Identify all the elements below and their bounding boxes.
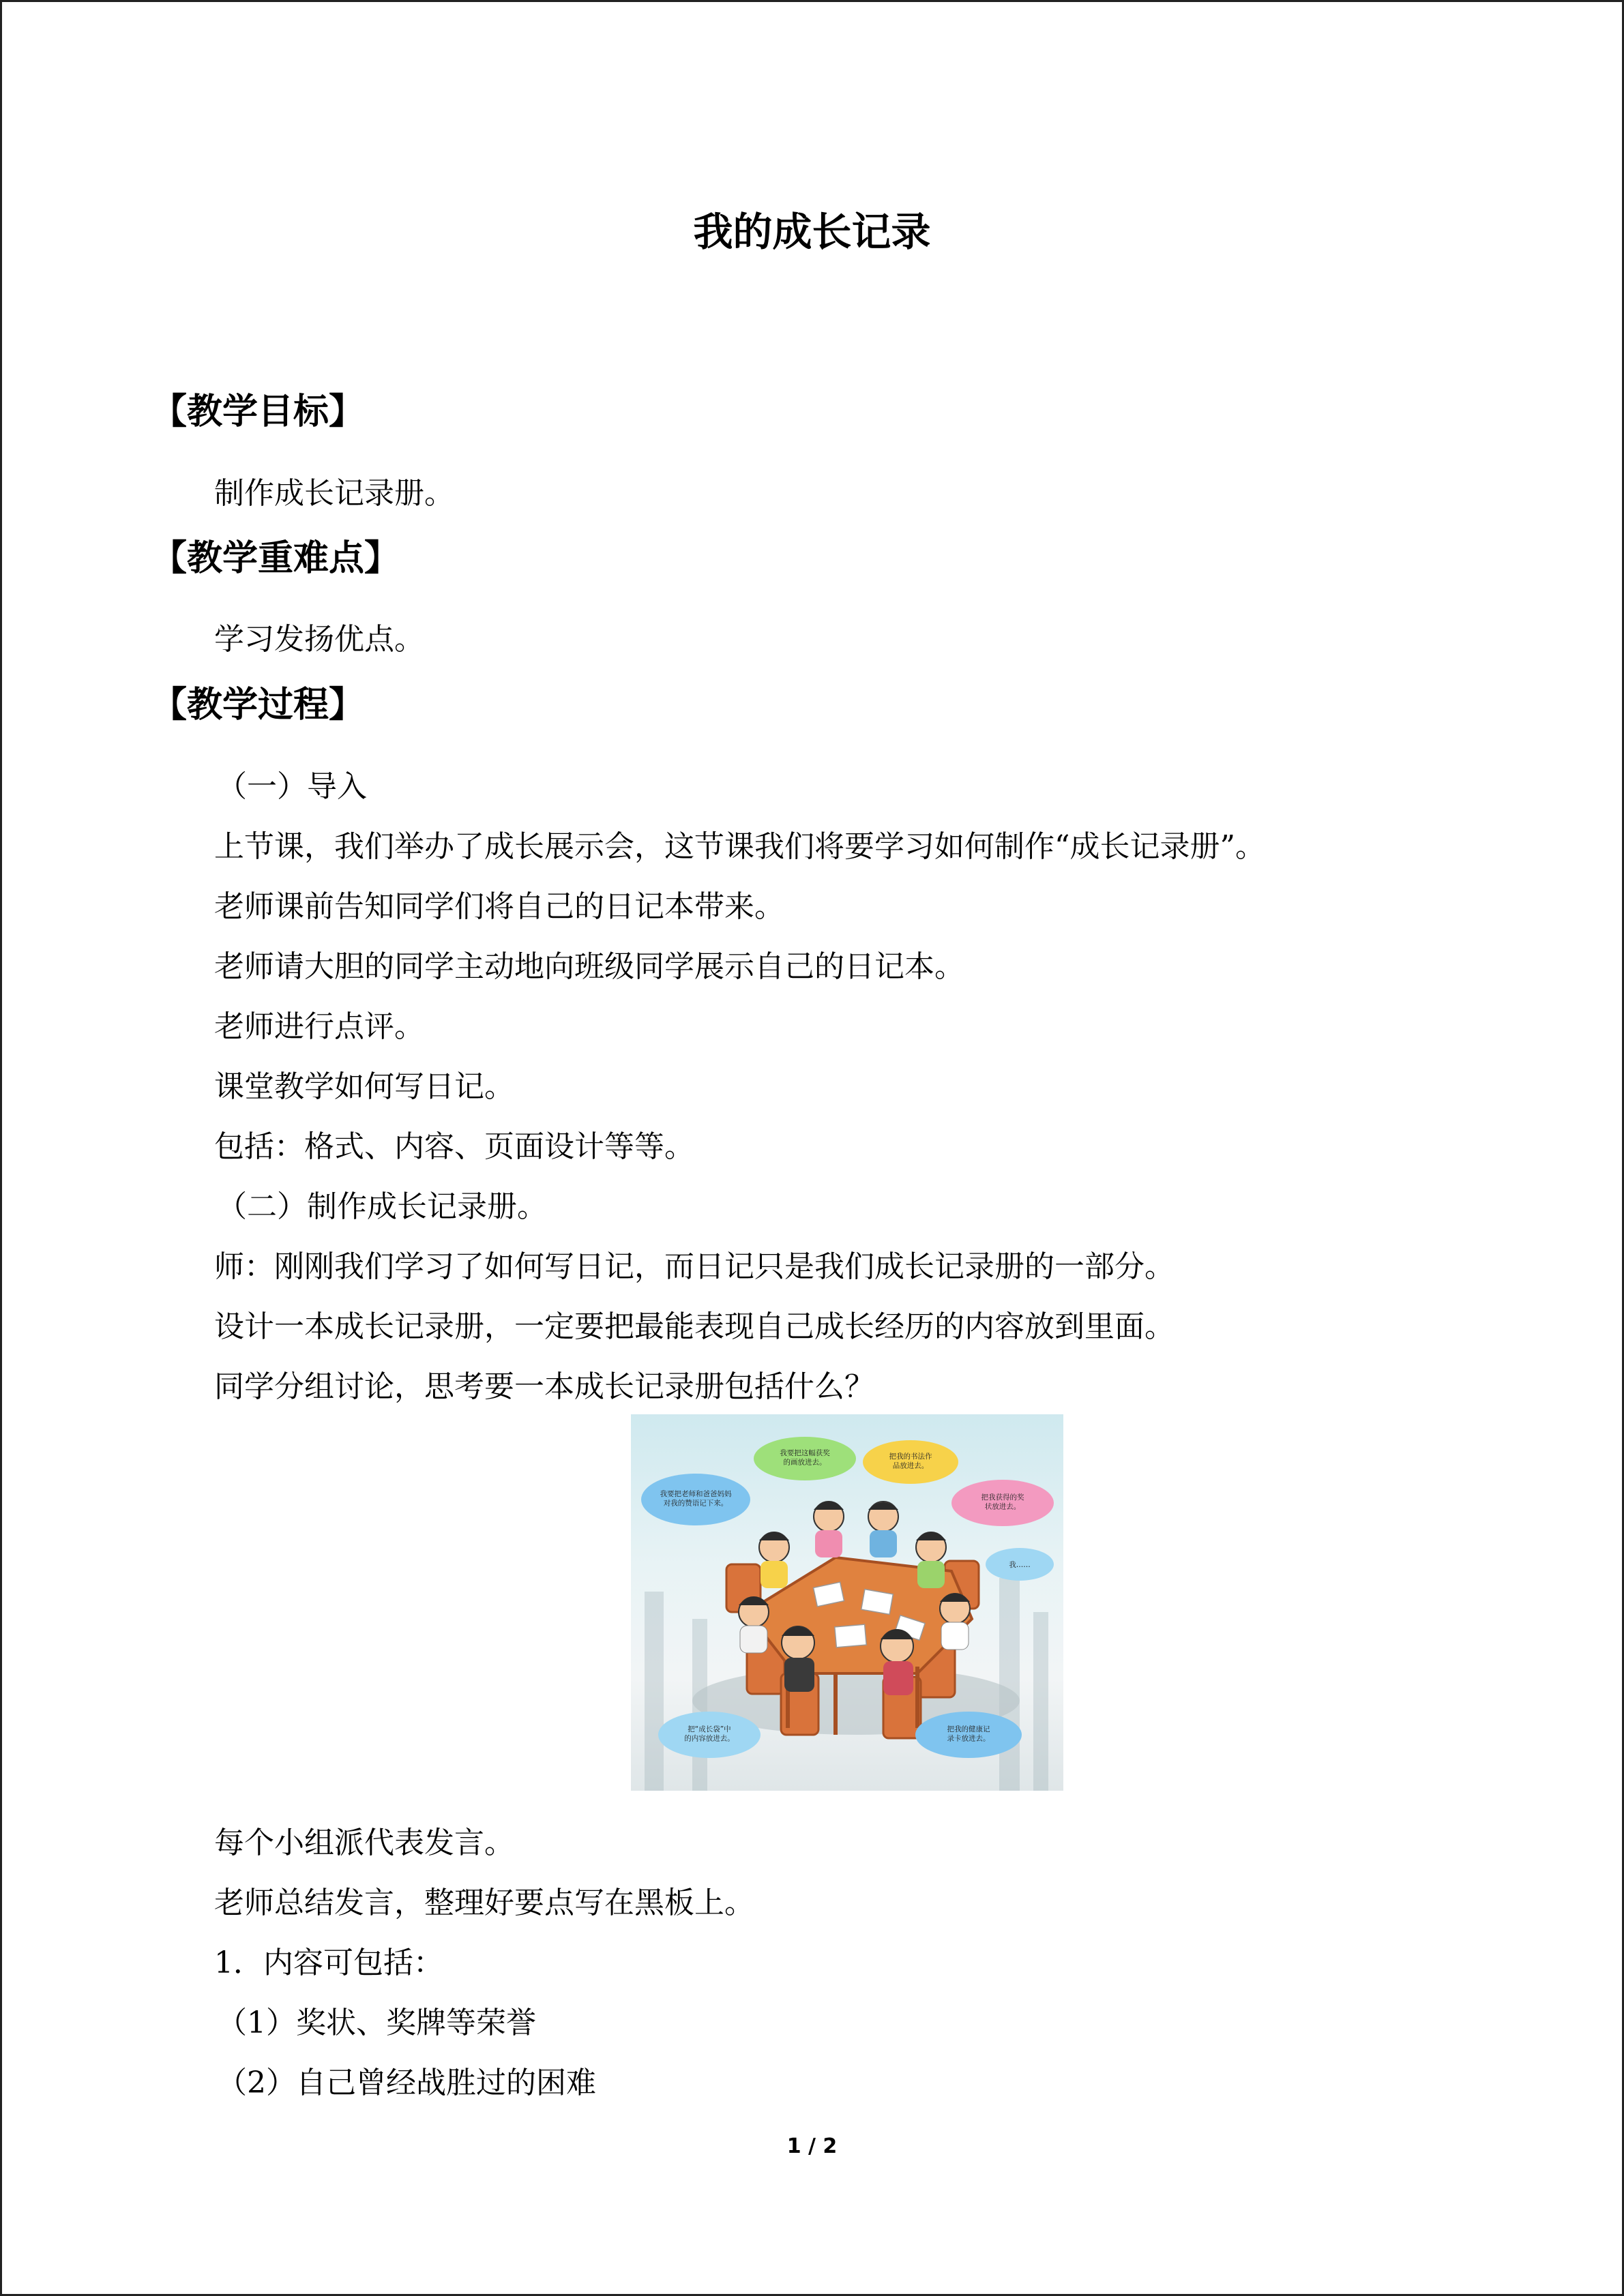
process-line: 课堂教学如何写日记。 (214, 1069, 514, 1104)
process-line: 师：刚刚我们学习了如何写日记，而日记只是我们成长记录册的一部分。 (214, 1249, 1175, 1284)
document-title: 我的成长记录 (693, 209, 931, 255)
process-line: （二）制作成长记录册。 (217, 1189, 547, 1224)
heading-teaching-goal: 【教学目标】 (151, 391, 365, 432)
heading-key-points: 【教学重难点】 (151, 538, 400, 579)
process-line: （一）导入 (217, 769, 367, 804)
process-line: 老师请大胆的同学主动地向班级同学展示自己的日记本。 (214, 949, 964, 984)
process-line: 设计一本成长记录册，一定要把最能表现自己成长经历的内容放到里面。 (214, 1309, 1175, 1344)
process-line: （2）自己曾经战胜过的困难 (217, 2066, 596, 2100)
goal-text: 制作成长记录册。 (214, 476, 454, 511)
process-line: 老师总结发言，整理好要点写在黑板上。 (214, 1885, 754, 1920)
bubble-text: 我…… (1009, 1561, 1031, 1569)
bubble-text: 我要把这幅获奖的画放进去。 (780, 1449, 830, 1467)
bubble-text: 把我获得的奖状放进去。 (981, 1493, 1024, 1511)
process-line: 1．内容可包括： (214, 1945, 443, 1980)
process-line: 老师课前告知同学们将自己的日记本带来。 (214, 889, 784, 924)
process-line: 上节课，我们举办了成长展示会，这节课我们将要学习如何制作“成长记录册”。 (214, 829, 1265, 864)
page-number: 1 / 2 (786, 2134, 838, 2158)
process-line: 同学分组讨论，思考要一本成长记录册包括什么？ (214, 1369, 874, 1404)
bubble-text: 把我的书法作品放进去。 (889, 1452, 932, 1470)
key-points-text: 学习发扬优点。 (214, 622, 424, 657)
process-line: 每个小组派代表发言。 (214, 1825, 514, 1860)
process-line: （1）奖状、奖牌等荣誉 (217, 2006, 536, 2040)
bubble-text: 我要把老师和爸爸妈妈对我的赞语记下来。 (660, 1490, 732, 1508)
process-line: 包括：格式、内容、页面设计等等。 (214, 1129, 694, 1164)
bubble-text: 把“成长袋”中的内容放进去。 (684, 1725, 735, 1743)
bubble-text: 把我的健康记录卡放进去。 (947, 1725, 990, 1743)
heading-teaching-process: 【教学过程】 (151, 685, 365, 726)
process-line: 老师进行点评。 (214, 1009, 424, 1044)
group-discussion-illustration (631, 1414, 1063, 1791)
